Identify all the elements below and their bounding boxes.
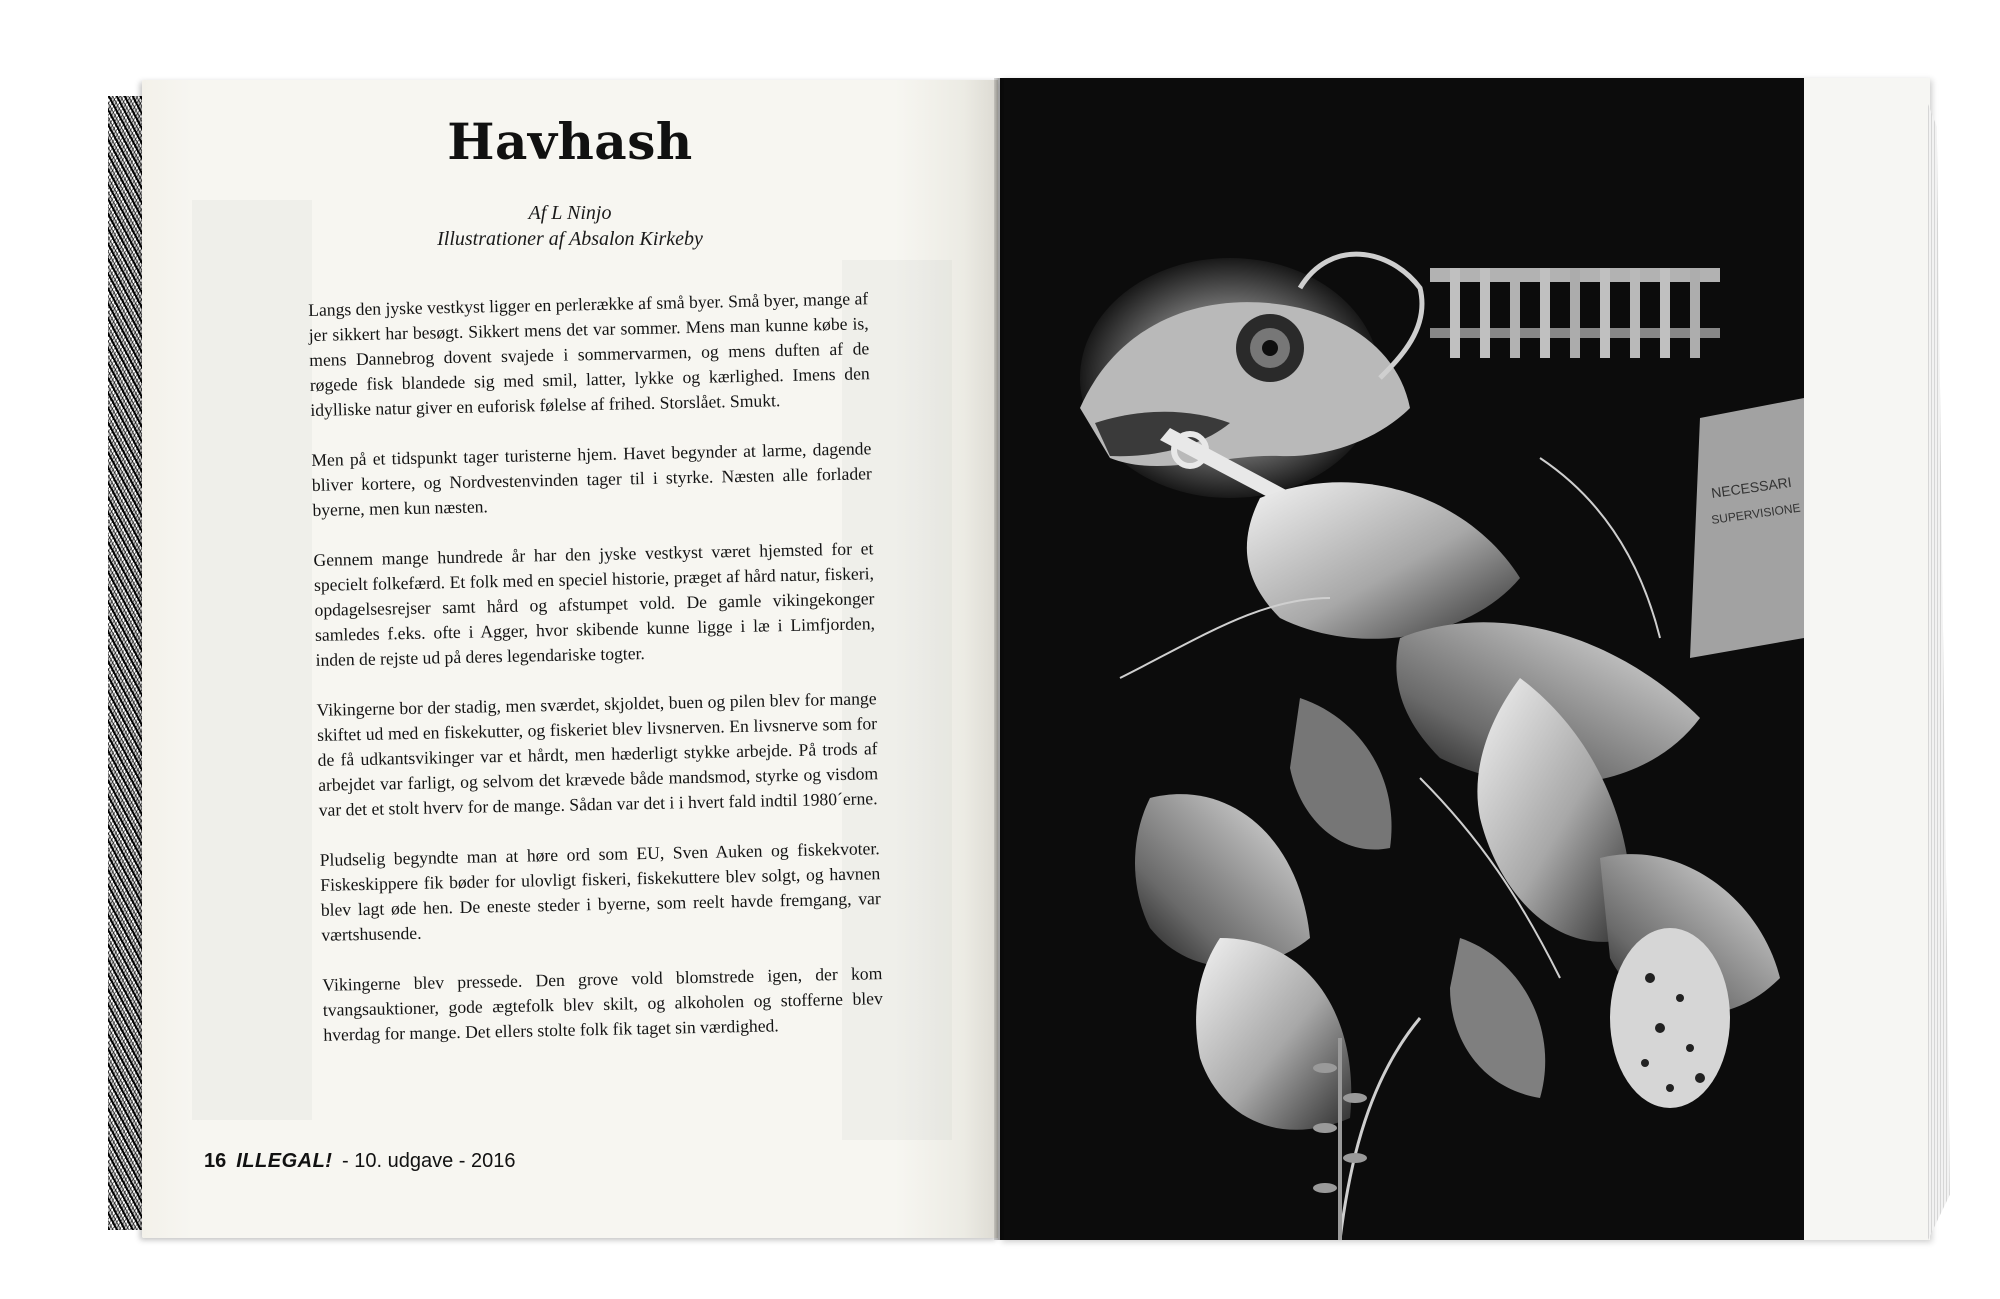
sign-text-2: SUPERVISIONE: [1710, 500, 1802, 527]
paragraph: Men på et tidspunkt tager turisterne hjem. Havet begynder at larme, dagende bliver kortere, og Nordvestenvinden tager til i styrke. Næsten alle forlader byerne, men kun næsten.: [311, 438, 873, 520]
paragraph: Pludselig begyndte man at høre ord som EU, Sven Auken og fiskekvoter. Fiskeskippere fik bøder for ulovligt fiskeri, fiskekuttere blev solgt, og havnen blev lagt øde hen. De eneste steder i byerne, som reelt havde fremgang, var værtshusende.: [319, 838, 881, 945]
collage-illustration: [1000, 78, 1804, 1240]
illustrator-byline: Illustrationer af Absalon Kirkeby: [437, 228, 703, 250]
edition-info: - 10. udgave - 2016: [342, 1150, 516, 1172]
author-byline: Af L Ninjo: [528, 202, 612, 224]
sign-text-1: NECESSARI: [1710, 473, 1793, 501]
article-body: [308, 286, 884, 1073]
show-through-shape: [192, 200, 312, 1120]
page-footer: [204, 1150, 516, 1173]
collage-artwork: [1000, 78, 1804, 1240]
paragraph: Vikingerne blev pressede. Den grove vold blomstrede igen, der kom tvangsauktioner, gode ægtefolk blev skilt, og alkoholen og stofferne blev hverdag for mange. Det ellers stolte folk fik taget sin værdighed.: [322, 963, 883, 1045]
orchid-motif: [1610, 928, 1730, 1108]
paragraph: Langs den jyske vestkyst ligger en perlerække af små byer. Små byer, mange af jer sikkert har besøgt. Sikkert mens det var sommer. Mens man kunne købe is, mens Dannebrog dovent svajede i sommervarmen, og mens duften af de røgede fisk blandede sig med smil, latter, lykke og kærlighed. Imens den idylliske natur giver en euforisk følelse af frihed. Storslået. Smukt.: [308, 288, 870, 420]
magazine-name: ILLEGAL!: [236, 1150, 333, 1172]
spine-gutter: [994, 78, 1004, 1240]
paragraph: Gennem mange hundrede år har den jyske vestkyst været hjemsted for et specielt folkefærd. Et folk med en speciel historie, præget af hård natur, fiskeri, opdagelsesrejser samt hård og afstumpet vold. De gamle vikingekonger samledes f.eks. ofte i Agger, hvor skibende kunne ligge i læ i Limfjorden, inden de rejste ud på deres legendariske togter.: [313, 538, 876, 670]
sign-fragment: [1690, 398, 1804, 658]
page-edges: [1928, 104, 1950, 1240]
page-number: 16: [204, 1150, 227, 1172]
paragraph: Vikingerne bor der stadig, men sværdet, skjoldet, buen og pilen blev for mange skiftet ud med en fiskekutter, og fiskeriet blev livsnerven. En livsnerve som for de få udkantsvikinger var et hårdt, men hæderligt stykke arbejde. På trods af arbejdet var farligt, og selvom det krævede både mandsmod, styrke og visdom var det et stolt hverv for de mange. Sådan var det i i hvert fald indtil 1980´erne.: [316, 688, 879, 820]
article-title: Havhash: [447, 112, 693, 171]
